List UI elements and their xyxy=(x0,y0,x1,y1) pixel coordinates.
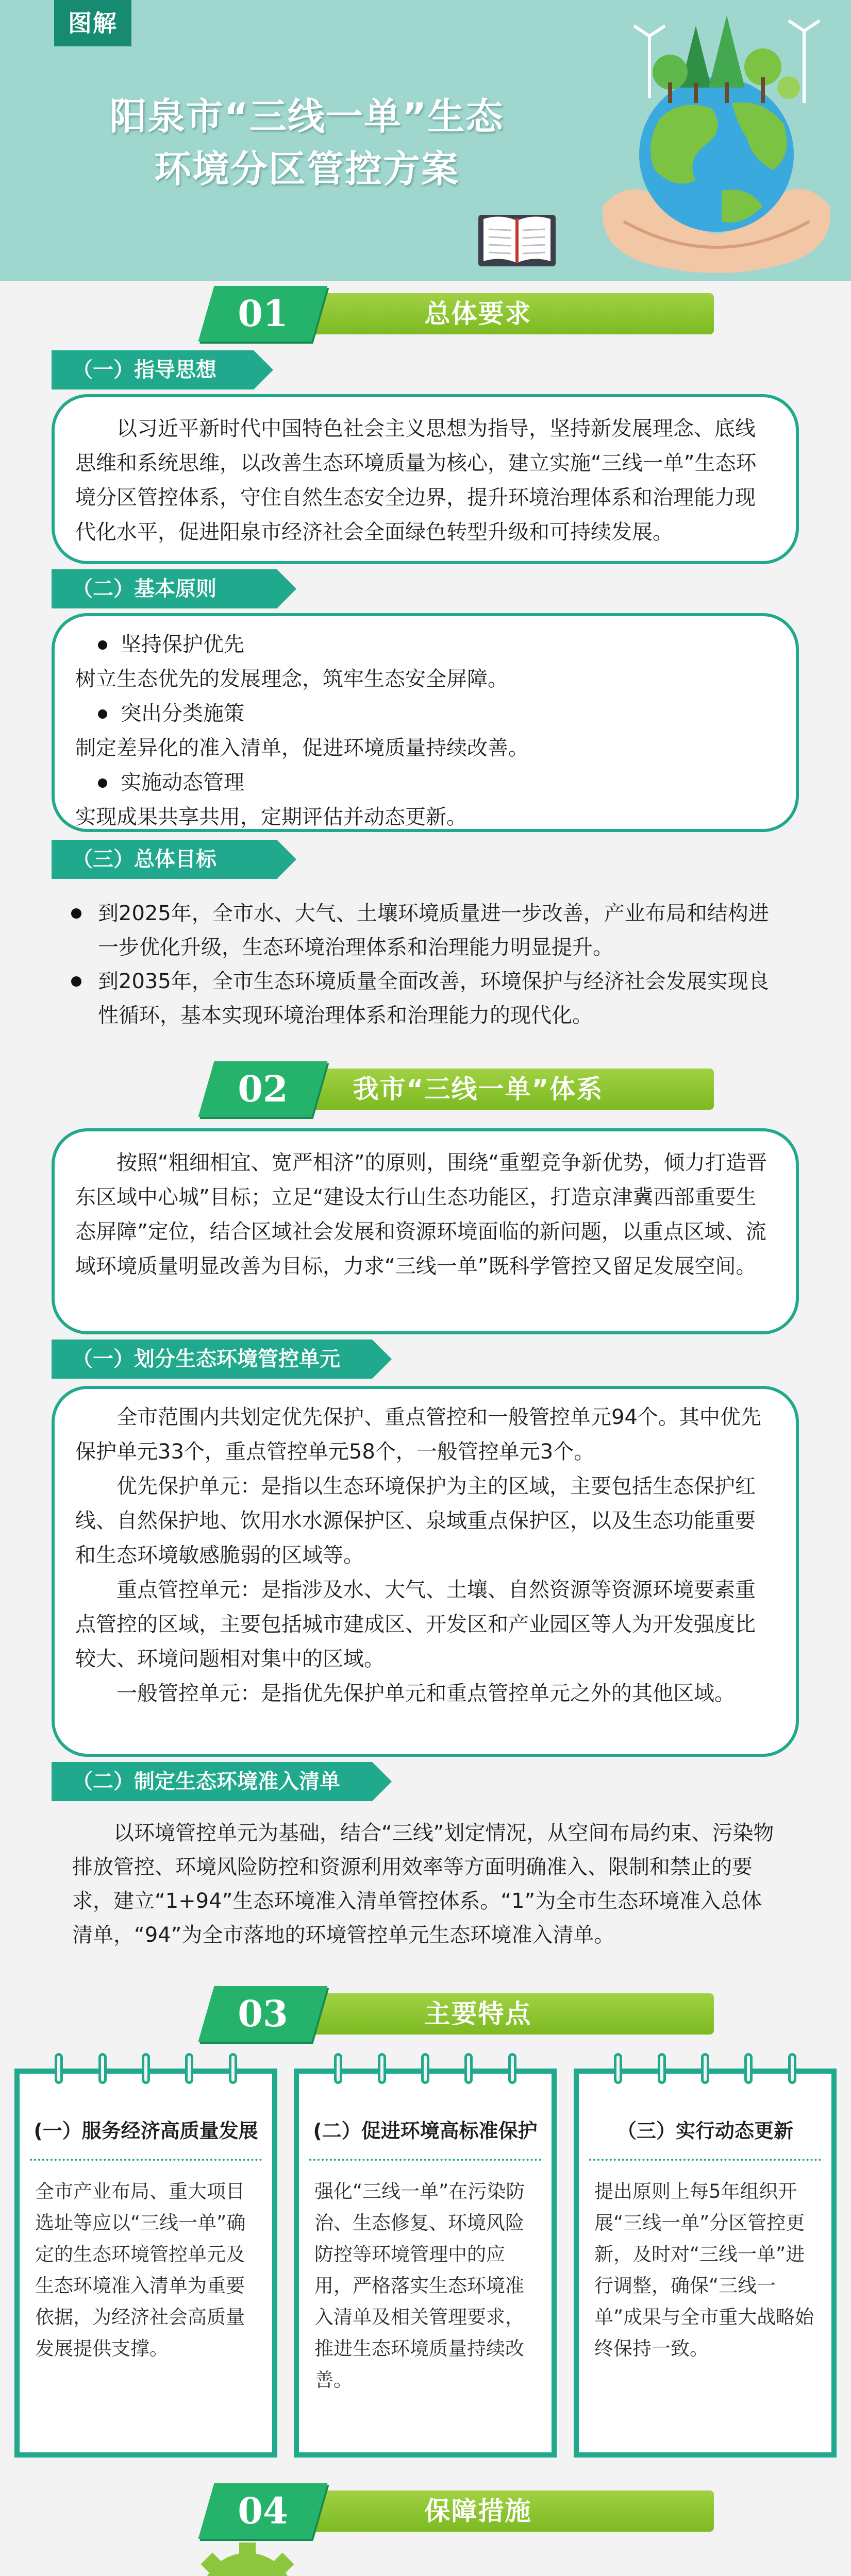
control-units-para-2: 优先保护单元：是指以生态环境保护为主的区域，主要包括生态保护红线、自然保护地、饮用水水源保护区、泉域重点保护区，以及生态功能重要和生态环境敏感脆弱的区域等。 xyxy=(75,1475,756,1567)
chapter-03-number: 03 xyxy=(238,1992,288,2035)
feature-card-2-title: (二）促进环境高标准保护 xyxy=(313,2120,538,2142)
access-list-text: 以环境管控单元为基础，结合“三线”划定情况，从空间布局约束、污染物排放管控、环境风险防控和资源利用效率等方面明确准入、限制和禁止的要求，建立“1+94”生态环境准入清单管控体系。“1”为全市生态环境准入总体清单，“94”为全市落地的环境管控单元生态环境准入清单。 xyxy=(72,1821,774,1947)
guiding-thought-box xyxy=(52,394,799,564)
chapter-03-banner xyxy=(155,1986,714,2042)
principle-head-3: 实施动态管理 xyxy=(75,766,775,800)
system-intro-text: 按照“粗细相宜、宽严相济”的原则，围绕“重塑竞争新优势，倾力打造晋东区域中心城”目标；立足“建设太行山生态功能区，打造京津冀西部重要生态屏障”定位，结合区域社会发展和资源环境面临的新问题，以重点区域、流域环境质量明显改善为目标，力求“三线一单”既科学管控又留足发展空间。 xyxy=(75,1151,767,1278)
control-units-para-4: 一般管控单元：是指优先保护单元和重点管控单元之外的其他区域。 xyxy=(116,1682,735,1705)
eco-globe-icon xyxy=(593,5,840,273)
principle-desc-1: 树立生态优先的发展理念，筑牢生态安全屏障。 xyxy=(75,667,508,691)
section-tag-basic-principles: （二）基本原则 xyxy=(52,569,296,608)
chapter-04-number: 04 xyxy=(238,2489,288,2532)
chapter-04-title: 保障措施 xyxy=(424,2496,532,2526)
chapter-02-title: 我市“三线一单”体系 xyxy=(353,1074,604,1104)
overall-goals-area xyxy=(52,891,799,1061)
chapter-04-banner xyxy=(155,2483,714,2539)
control-units-para-1: 全市范围内共划定优先保护、重点管控和一般管控单元94个。其中优先保护单元33个，重点管控单元58个，一般管控单元3个。 xyxy=(75,1405,761,1464)
control-units-para-3: 重点管控单元：是指涉及水、大气、土壤、自然资源等资源环境要素重点管控的区域，主要包括城市建成区、开发区和产业园区等人为开发强度比较大、环境问题相对集中的区域。 xyxy=(75,1578,756,1671)
guiding-thought-text: 以习近平新时代中国特色社会主义思想为指导，坚持新发展理念、底线思维和系统思维，以改善生态环境质量为核心，建立实施“三线一单”生态环境分区管控体系，守住自然生态安全边界，提升环境治理体系和治理能力现代化水平，促进阳泉市经济社会全面绿色转型升级和可持续发展。 xyxy=(75,417,757,544)
feature-card-1-text: 全市产业布局、重大项目选址等应以“三线一单”确定的生态环境管控单元及生态环境准入清单为重要依据，为经济社会高质量发展提供支撑。 xyxy=(35,2180,246,2360)
goal-2035: 到2035年，全市生态环境质量全面改善，环境保护与经济社会发展实现良性循环，基本实现环境治理体系和治理能力的现代化。 xyxy=(67,964,778,1032)
header-tag: 图解 xyxy=(54,0,131,46)
header-banner xyxy=(0,0,851,281)
page-title-line-2: 环境分区管控方案 xyxy=(154,147,459,191)
principle-head-2: 突出分类施策 xyxy=(75,697,775,731)
section-tag-guiding-thought: （一）指导思想 xyxy=(52,350,273,389)
basic-principles-box xyxy=(52,613,799,832)
principle-desc-3: 实现成果共享共用，定期评估并动态更新。 xyxy=(75,805,467,829)
goal-2025: 到2025年，全市水、大气、土壤环境质量进一步改善，产业布局和结构进一步优化升级，生态环境治理体系和治理能力明显提升。 xyxy=(67,896,778,964)
chapter-01-banner xyxy=(155,286,714,342)
gears-worker-icon xyxy=(62,2543,371,2576)
chapter-01-title: 总体要求 xyxy=(424,299,532,329)
principle-desc-2: 制定差异化的准入清单，促进环境质量持续改善。 xyxy=(75,736,529,760)
section-tag-overall-goals: （三）总体目标 xyxy=(52,840,296,879)
chapter-02-number: 02 xyxy=(238,1067,288,1110)
section-tag-control-units: （一）划分生态环境管控单元 xyxy=(52,1340,392,1379)
book-icon xyxy=(474,209,559,270)
feature-card-3-title: （三）实行动态更新 xyxy=(616,2120,793,2142)
feature-card-2 xyxy=(294,2069,557,2458)
chapter-03-title: 主要特点 xyxy=(424,1999,532,2029)
access-list-area xyxy=(52,1811,799,1981)
feature-card-1-title: (一）服务经济高质量发展 xyxy=(34,2120,258,2142)
principle-head-1: 坚持保护优先 xyxy=(75,628,775,662)
chapter-01-number: 01 xyxy=(238,292,288,335)
feature-card-2-text: 强化“三线一单”在污染防治、生态修复、环境风险防控等环境管理中的应用，严格落实生态环境准入清单及相关管理要求，推进生态环境质量持续改善。 xyxy=(314,2180,525,2391)
control-units-box xyxy=(52,1386,799,1757)
chapter-02-banner xyxy=(155,1061,714,1117)
page-title-line-1: 阳泉市“三线一单”生态 xyxy=(109,95,504,138)
section-tag-access-list: （二）制定生态环境准入清单 xyxy=(52,1762,392,1801)
feature-card-1 xyxy=(14,2069,277,2458)
feature-card-3-text: 提出原则上每5年组织开展“三线一单”分区管控更新，及时对“三线一单”进行调整，确保“三线一单”成果与全市重大战略始终保持一致。 xyxy=(594,2180,814,2360)
system-intro-box xyxy=(52,1128,799,1334)
feature-card-3 xyxy=(574,2069,837,2458)
